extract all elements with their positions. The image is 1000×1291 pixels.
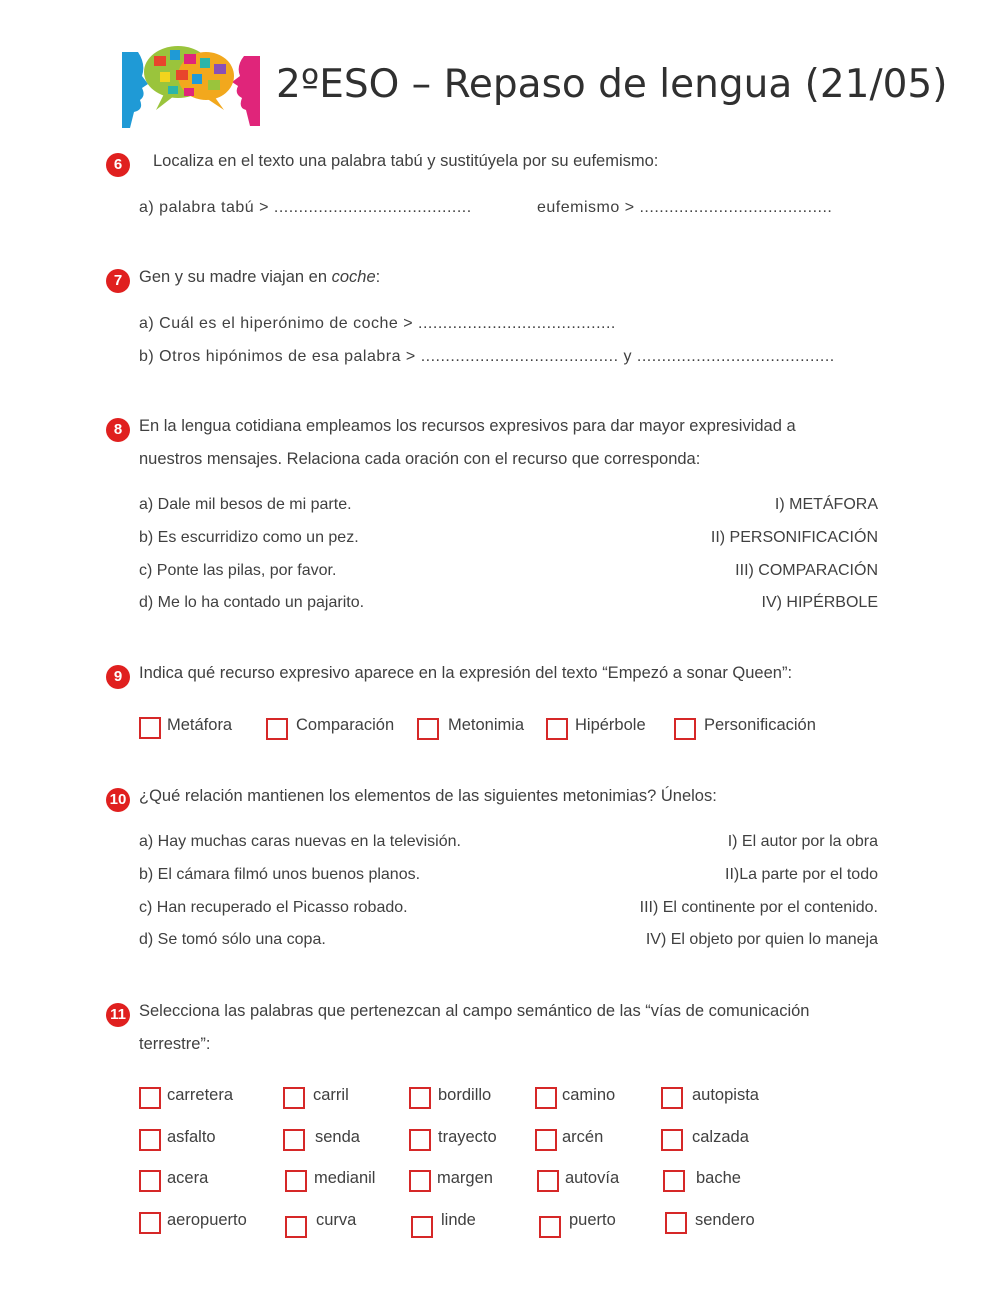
option-label: Metáfora <box>167 716 233 734</box>
word-option: bordillo <box>438 1086 492 1104</box>
word-option: aeropuerto <box>167 1211 247 1229</box>
checkbox-sendero[interactable] <box>665 1212 687 1234</box>
word-option: calzada <box>692 1128 749 1146</box>
question-number-badge: 10 <box>106 788 130 812</box>
q6-line-a[interactable]: a) palabra tabú > ........................................ <box>139 199 472 216</box>
q8-left-item: a) Dale mil besos de mi parte. <box>139 496 352 513</box>
q10-right-item: III) El continente por el contenido. <box>639 899 878 916</box>
word-option: carretera <box>167 1086 234 1104</box>
word-option: curva <box>316 1211 357 1229</box>
checkbox-carril[interactable] <box>283 1087 305 1109</box>
option-label: Hipérbole <box>575 716 646 734</box>
word-option: trayecto <box>438 1128 497 1146</box>
q10-left-item: b) El cámara filmó unos buenos planos. <box>139 866 421 883</box>
checkbox-medianil[interactable] <box>285 1170 307 1192</box>
checkbox-metonimia[interactable] <box>417 718 439 740</box>
q7-text-before: Gen y su madre viajan en <box>139 268 332 286</box>
checkbox-carretera[interactable] <box>139 1087 161 1109</box>
q7-line-b[interactable]: b) Otros hipónimos de esa palabra > ........................................ y ........................................ <box>139 348 835 365</box>
logo-speech-bubbles <box>120 40 262 128</box>
q7-text-italic: coche <box>331 268 376 286</box>
word-option: carril <box>313 1086 349 1104</box>
question-number-badge: 7 <box>106 269 130 293</box>
question-11-text-line1: Selecciona las palabras que pertenezcan al campo semántico de las “vías de comunicación <box>139 1002 810 1020</box>
question-number-badge: 11 <box>106 1003 130 1027</box>
checkbox-personificacion[interactable] <box>674 718 696 740</box>
checkbox-bache[interactable] <box>663 1170 685 1192</box>
q6-line-eufemismo[interactable]: eufemismo > ....................................... <box>537 199 833 216</box>
word-option: sendero <box>695 1211 755 1229</box>
q10-right-item: II)La parte por el todo <box>725 866 878 883</box>
checkbox-calzada[interactable] <box>661 1129 683 1151</box>
checkbox-acera[interactable] <box>139 1170 161 1192</box>
checkbox-puerto[interactable] <box>539 1216 561 1238</box>
word-option: senda <box>315 1128 360 1146</box>
checkbox-arcen[interactable] <box>535 1129 557 1151</box>
option-label: Personificación <box>704 716 816 734</box>
option-label: Comparación <box>296 716 395 734</box>
question-8-text-line1: En la lengua cotidiana empleamos los recursos expresivos para dar mayor expresividad a <box>139 417 796 435</box>
question-8-text-line2: nuestros mensajes. Relaciona cada oración con el recurso que corresponda: <box>139 450 701 468</box>
question-number-badge: 8 <box>106 418 130 442</box>
question-7-text <box>139 268 380 287</box>
checkbox-curva[interactable] <box>285 1216 307 1238</box>
q10-right-item: IV) El objeto por quien lo maneja <box>645 931 878 948</box>
checkbox-aeropuerto[interactable] <box>139 1212 161 1234</box>
word-option: arcén <box>562 1128 604 1146</box>
q8-right-item: I) METÁFORA <box>774 496 878 513</box>
checkbox-bordillo[interactable] <box>409 1087 431 1109</box>
q8-right-item: II) PERSONIFICACIÓN <box>710 529 878 546</box>
checkbox-linde[interactable] <box>411 1216 433 1238</box>
checkbox-metafora[interactable] <box>139 717 161 739</box>
word-option: bache <box>696 1169 741 1187</box>
question-11-text-line2: terrestre”: <box>139 1035 211 1053</box>
checkbox-autovia[interactable] <box>537 1170 559 1192</box>
word-option: autopista <box>692 1086 759 1104</box>
question-number-badge: 9 <box>106 665 130 689</box>
q8-left-item: d) Me lo ha contado un pajarito. <box>139 594 365 611</box>
question-9-text: Indica qué recurso expresivo aparece en la expresión del texto “Empezó a sonar Queen”: <box>139 664 793 682</box>
checkbox-trayecto[interactable] <box>409 1129 431 1151</box>
checkbox-hiperbole[interactable] <box>546 718 568 740</box>
q7-line-a[interactable]: a) Cuál es el hiperónimo de coche > ........................................ <box>139 315 616 332</box>
question-6-text: Localiza en el texto una palabra tabú y sustitúyela por su eufemismo: <box>153 152 659 170</box>
option-label: Metonimia <box>448 716 525 734</box>
q8-left-item: c) Ponte las pilas, por favor. <box>139 562 337 579</box>
word-option: margen <box>437 1169 493 1187</box>
checkbox-autopista[interactable] <box>661 1087 683 1109</box>
word-option: camino <box>562 1086 616 1104</box>
word-option: puerto <box>569 1211 616 1229</box>
word-option: acera <box>167 1169 209 1187</box>
question-number-badge: 6 <box>106 153 130 177</box>
checkbox-senda[interactable] <box>283 1129 305 1151</box>
checkbox-camino[interactable] <box>535 1087 557 1109</box>
checkbox-asfalto[interactable] <box>139 1129 161 1151</box>
q7-text-after: : <box>375 268 381 286</box>
word-option: medianil <box>314 1169 376 1187</box>
q8-right-item: IV) HIPÉRBOLE <box>761 594 878 611</box>
word-option: linde <box>441 1211 476 1229</box>
q10-left-item: a) Hay muchas caras nuevas en la televisión. <box>139 833 461 850</box>
q10-right-item: I) El autor por la obra <box>727 833 878 850</box>
q8-left-item: b) Es escurridizo como un pez. <box>139 529 359 546</box>
question-10-text: ¿Qué relación mantienen los elementos de las siguientes metonimias? Únelos: <box>139 787 717 805</box>
word-option: asfalto <box>167 1128 216 1146</box>
checkbox-margen[interactable] <box>409 1170 431 1192</box>
checkbox-comparacion[interactable] <box>266 718 288 740</box>
q10-left-item: c) Han recuperado el Picasso robado. <box>139 899 408 916</box>
page-title: 2ºESO – Repaso de lengua (21/05) <box>276 62 948 107</box>
q8-right-item: III) COMPARACIÓN <box>735 562 878 579</box>
q10-left-item: d) Se tomó sólo una copa. <box>139 931 326 948</box>
word-option: autovía <box>565 1169 620 1187</box>
